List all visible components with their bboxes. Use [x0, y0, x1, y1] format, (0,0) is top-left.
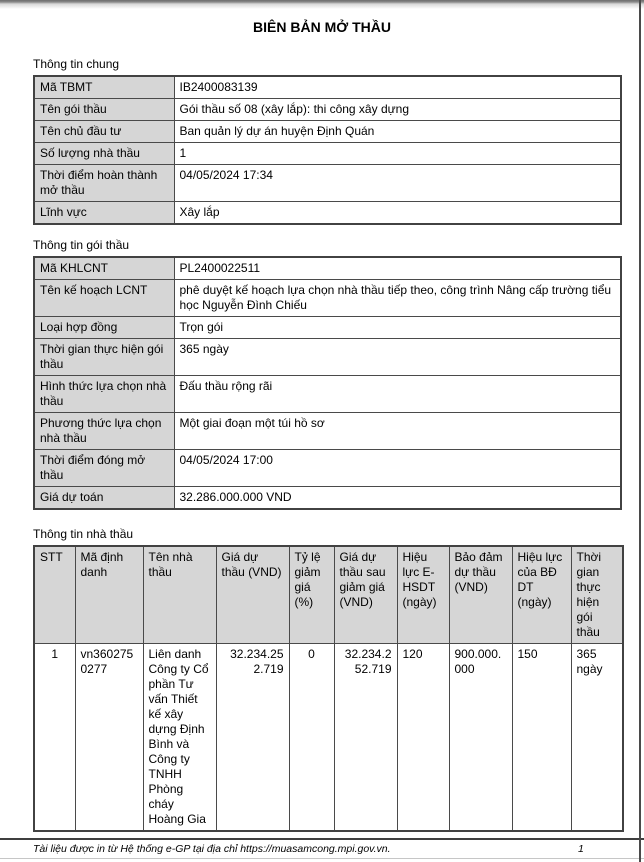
- info-value-cell: Xây lắp: [174, 202, 621, 225]
- info-label-cell: Mã KHLCNT: [34, 257, 174, 280]
- column-header-cell: Tỷ lệ giảm giá (%): [289, 546, 334, 644]
- column-header-cell: Hiệu lực E-HSDT (ngày): [397, 546, 449, 644]
- footer-note: Tài liệu được in từ Hệ thống e-GP tại địa chỉ https://muasamcong.mpi.gov.vn.: [33, 843, 391, 855]
- table-row: [34, 376, 621, 413]
- footer-rule: [0, 838, 644, 840]
- info-value-cell: 365 ngày: [174, 339, 621, 376]
- table-row: [34, 257, 621, 280]
- table-row: [34, 413, 621, 450]
- info-value-cell: phê duyệt kế hoạch lựa chọn nhà thầu tiếp theo, công trình Nâng cấp trường tiểu học Nguyễn Đình Chiếu: [174, 280, 621, 317]
- info-label-cell: Thời điểm đóng mở thầu: [34, 450, 174, 487]
- table-row: [34, 121, 621, 143]
- bidder-cell: 32.234.252.719: [216, 644, 289, 832]
- section-package: [33, 238, 622, 510]
- info-value-cell: Ban quản lý dự án huyện Định Quán: [174, 121, 621, 143]
- info-label-cell: Tên gói thầu: [34, 99, 174, 121]
- table-row: [34, 143, 621, 165]
- info-value-cell: 04/05/2024 17:34: [174, 165, 621, 202]
- info-value-cell: Đấu thầu rộng rãi: [174, 376, 621, 413]
- info-value-cell: Một giai đoạn một túi hồ sơ: [174, 413, 621, 450]
- bidder-cell: 150: [512, 644, 571, 832]
- section-label-general: Thông tin chung: [33, 57, 120, 71]
- bidder-cell: 120: [397, 644, 449, 832]
- table-row: [34, 202, 621, 225]
- page-number: 1: [578, 843, 584, 855]
- page-content: [33, 57, 622, 832]
- bidder-cell: 32.234.252.719: [334, 644, 397, 832]
- bidder-cell: 900.000.000: [449, 644, 512, 832]
- package-info-table: [33, 256, 622, 510]
- info-label-cell: Tên chủ đầu tư: [34, 121, 174, 143]
- bidder-cell: 1: [34, 644, 75, 832]
- section-label-package: Thông tin gói thầu: [33, 238, 130, 252]
- bidders-table: [33, 545, 624, 832]
- info-label-cell: Giá dự toán: [34, 487, 174, 510]
- bidder-cell: vn3602750277: [75, 644, 143, 832]
- general-info-table: [33, 75, 622, 225]
- table-row: [34, 487, 621, 510]
- column-header-cell: Mã định danh: [75, 546, 143, 644]
- info-value-cell: 04/05/2024 17:00: [174, 450, 621, 487]
- table-row: [34, 317, 621, 339]
- section-label-bidders: Thông tin nhà thầu: [33, 527, 134, 541]
- info-value-cell: Trọn gói: [174, 317, 621, 339]
- info-label-cell: Số lượng nhà thầu: [34, 143, 174, 165]
- info-value-cell: IB2400083139: [174, 76, 621, 99]
- bidder-row: [34, 644, 623, 832]
- table-row: [34, 280, 621, 317]
- info-label-cell: Hình thức lựa chọn nhà thầu: [34, 376, 174, 413]
- page-top-shadow: [0, 0, 644, 9]
- bidder-cell: 0: [289, 644, 334, 832]
- info-label-cell: Thời điểm hoàn thành mở thầu: [34, 165, 174, 202]
- column-header-cell: Thời gian thực hiện gói thầu: [571, 546, 623, 644]
- info-label-cell: Lĩnh vực: [34, 202, 174, 225]
- page-title: BIÊN BẢN MỞ THẦU: [253, 19, 391, 35]
- section-bidders: [33, 527, 622, 832]
- info-label-cell: Tên kế hoạch LCNT: [34, 280, 174, 317]
- info-value-cell: Gói thầu số 08 (xây lắp): thi công xây dựng: [174, 99, 621, 121]
- bidder-cell: Liên danh Công ty Cổ phần Tư vấn Thiết kế xây dựng Định Bình và Công ty TNHH Phòng cháy Hoàng Gia: [143, 644, 216, 832]
- info-label-cell: Loại hợp đồng: [34, 317, 174, 339]
- info-label-cell: Phương thức lựa chọn nhà thầu: [34, 413, 174, 450]
- header-row: [34, 546, 623, 644]
- table-row: [34, 165, 621, 202]
- info-label-cell: Mã TBMT: [34, 76, 174, 99]
- column-header-cell: STT: [34, 546, 75, 644]
- table-row: [34, 450, 621, 487]
- column-header-cell: Bảo đảm dự thầu (VND): [449, 546, 512, 644]
- column-header-cell: Giá dự thầu (VND): [216, 546, 289, 644]
- table-row: [34, 76, 621, 99]
- table-row: [34, 99, 621, 121]
- info-label-cell: Thời gian thực hiện gói thầu: [34, 339, 174, 376]
- column-header-cell: Giá dự thầu sau giảm giá (VND): [334, 546, 397, 644]
- info-value-cell: 32.286.000.000 VND: [174, 487, 621, 510]
- info-value-cell: PL2400022511: [174, 257, 621, 280]
- info-value-cell: 1: [174, 143, 621, 165]
- column-header-cell: Tên nhà thầu: [143, 546, 216, 644]
- table-row: [34, 339, 621, 376]
- column-header-cell: Hiệu lực của BĐ DT (ngày): [512, 546, 571, 644]
- page-right-edge: [639, 0, 641, 862]
- page-bottom-edge: [0, 858, 644, 859]
- section-general: [33, 57, 622, 225]
- bidder-cell: 365 ngày: [571, 644, 623, 832]
